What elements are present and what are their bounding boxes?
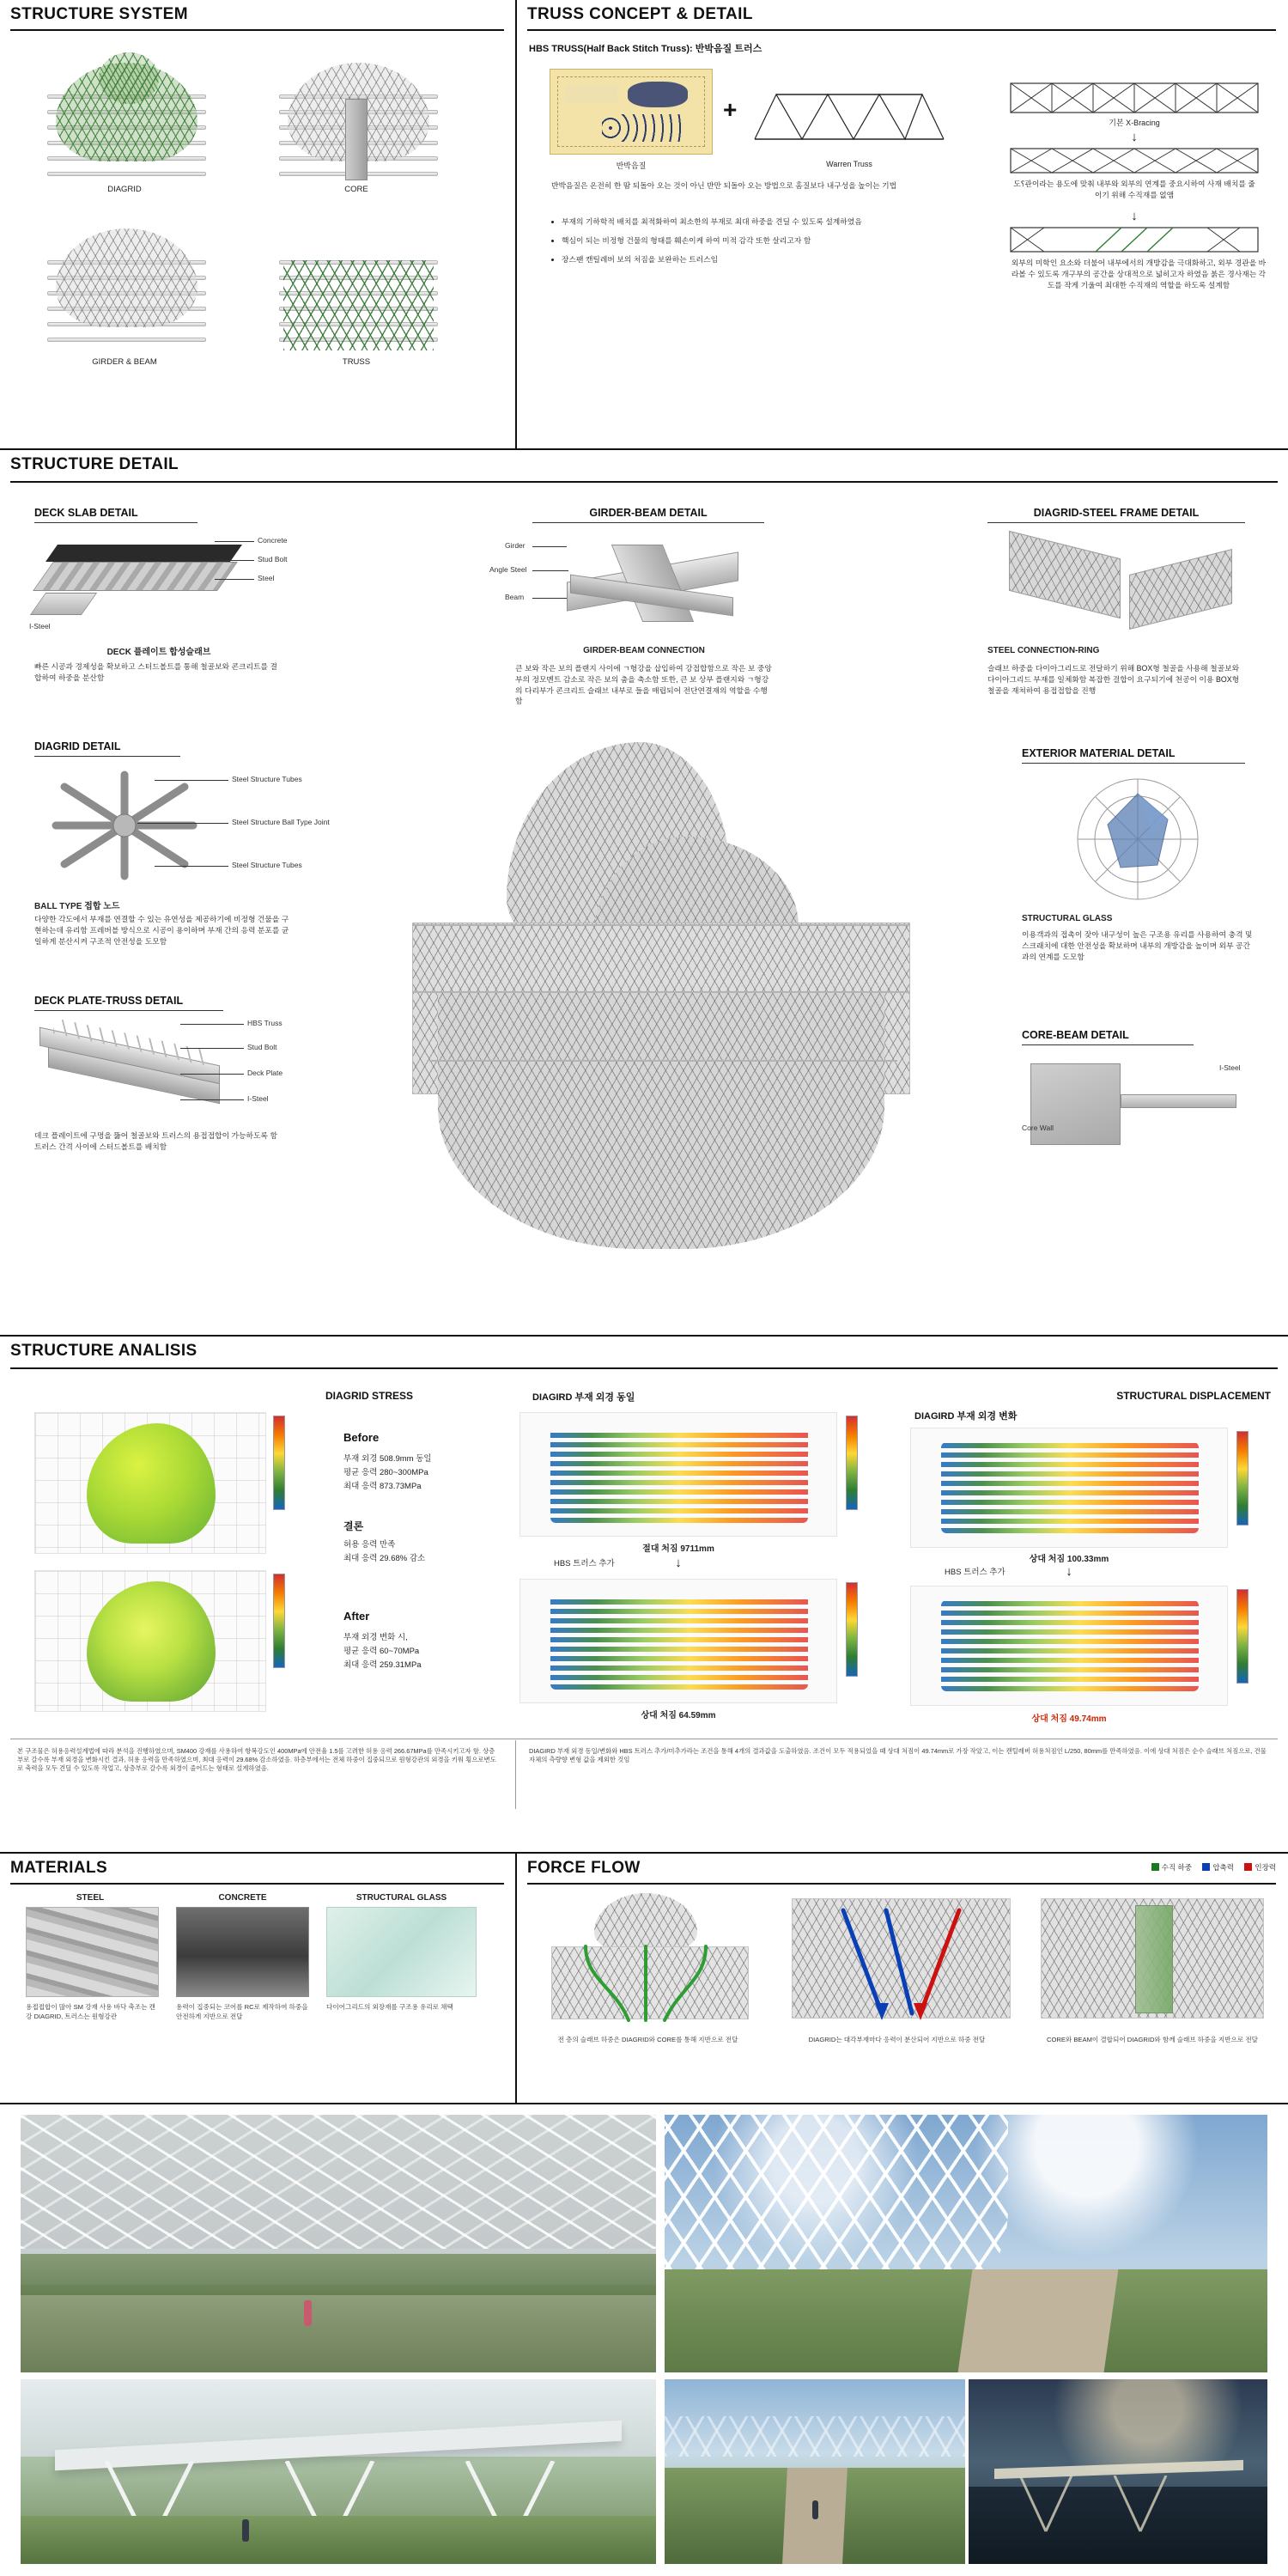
- model-girder-beam-label: GIRDER & BEAM: [92, 357, 157, 367]
- result-heading: 결론: [343, 1520, 364, 1532]
- model-core-label: CORE: [344, 185, 368, 194]
- diagrid-stress-title: DIAGRID STRESS: [325, 1390, 413, 1402]
- legend-tension: [1244, 1863, 1276, 1872]
- deck-slab-caption: DECK 플레이트 합성슬래브: [106, 648, 211, 657]
- materials-title: MATERIALS: [10, 1859, 108, 1877]
- structural-glass-caption: STRUCTURAL GLASS: [1022, 914, 1113, 923]
- displacement-model-right-top: [910, 1428, 1228, 1548]
- diagrid-label-ball-joint: Steel Structure Ball Type Joint: [232, 818, 330, 826]
- deck-slab-title: DECK SLAB DETAIL: [34, 507, 138, 519]
- material-concrete-image: [176, 1907, 309, 1997]
- truss-desc: 반박음질은 온전히 한 땀 되돌아 오는 것이 아닌 반만 되돌아 오는 방법으로 홈질보다 내구성을 높이는 기법: [551, 181, 897, 190]
- legend-swatch-green: [1151, 1863, 1159, 1871]
- diagrid-steel-title: DIAGRID-STEEL FRAME DETAIL: [1033, 507, 1200, 519]
- displacement-model-mid-top: [519, 1412, 837, 1537]
- material-concrete-desc: 용력이 집중되는 코어를 RC로 제작하여 하중을 안전하게 지반으로 전달: [176, 2003, 308, 2020]
- plus-sign: +: [723, 96, 738, 123]
- truss-bullet: • 부재의 기하학적 배치를 최적화하여 최소한의 부재로 최대 하중을 견딜 수 있도록 설계하였음: [562, 216, 953, 228]
- warren-truss-label: Warren Truss: [826, 160, 872, 168]
- model-girder-beam: [17, 213, 232, 372]
- core-beam-drawing: [1030, 1055, 1245, 1149]
- before-line: 평균 응력 280~300MPa: [343, 1468, 428, 1477]
- legend-swatch-blue: [1202, 1863, 1210, 1871]
- deck-truss-desc: 데크 플레이트에 구멍을 뚫어 철골보와 트러스의 용접접합이 가능하도록 함 트러스 간격 사이에 스터드볼트를 배치함: [34, 1131, 277, 1151]
- warren-truss-diagram: [750, 79, 948, 148]
- structure-detail-title: STRUCTURE DETAIL: [10, 455, 179, 473]
- before-line: 부재 외경 508.9mm 동일: [343, 1454, 432, 1464]
- deck-slab-label-steel: Steel: [258, 574, 275, 582]
- aerial-dome-render: [665, 2115, 1267, 2372]
- girder-beam-drawing: [550, 533, 756, 636]
- structure-analysis-panel: [0, 1337, 1288, 1852]
- truss-concept-panel: [517, 0, 1288, 448]
- displacement-model-mid-bottom: [519, 1579, 837, 1703]
- truss-bullet: • 장스팬 캔틸레버 보의 처짐을 보완하는 트러스임: [562, 254, 953, 265]
- deck-slab-label-concrete: Concrete: [258, 536, 288, 545]
- structure-analysis-title: STRUCTURE ANALISIS: [10, 1342, 197, 1360]
- diagrid-node-desc: 다양한 각도에서 부재를 연결할 수 있는 유연성을 제공하기에 비정형 건물을 구현하는데 유리함 프레버블 방식으로 시공이 용이하며 부재 간의 응력 분포를 균일하게 분산시켜 구조적 안전성을 도모함: [34, 915, 289, 946]
- right-arrow: ↓: [1066, 1564, 1072, 1579]
- force-flow-diagram-3: [1032, 1893, 1273, 2031]
- stress-legend-after: [273, 1574, 285, 1668]
- legend-label: 수직 하중: [1161, 1863, 1192, 1872]
- underside-truss-render: [21, 2379, 656, 2564]
- x-bracing-diagram: [1010, 82, 1259, 113]
- force-flow-desc-1: 전 층의 슬래브 하중은 DIAGRID와 CORE를 통해 지반으로 전달: [557, 2036, 738, 2043]
- model-truss: [249, 213, 464, 372]
- model-diagrid: [17, 47, 232, 198]
- deck-truss-label-hbs: HBS Truss: [247, 1019, 283, 1027]
- force-flow-panel: [517, 1854, 1288, 2103]
- deck-truss-drawing: [39, 1020, 237, 1115]
- force-flow-desc-2: DIAGRID는 대각부재마다 응력이 분산되어 지반으로 하중 전달: [808, 2036, 986, 2043]
- force-flow-legend: [1151, 1862, 1276, 1873]
- after-line: 최대 응력 259.31MPa: [343, 1660, 422, 1670]
- right-top-caption: 상대 처짐 100.33mm: [1029, 1555, 1109, 1564]
- girder-label: Girder: [505, 541, 526, 550]
- material-steel-label: STEEL: [76, 1893, 105, 1903]
- force-flow-diagram-2: [783, 1893, 1019, 2031]
- displacement-legend-right-top: [1236, 1431, 1249, 1526]
- truss-subtitle: HBS TRUSS(Half Back Stitch Truss): 반박음질 트러스: [529, 44, 762, 54]
- analysis-note-left: 본 구조물은 허용응력설계법에 따라 분석을 진행하였으며, SM400 강재를 사용하여 항복강도인 400MPa에 안전율 1.5를 고려한 허용 응력 266.67MPa를 만족시키고자 함. 상층부로 갈수록 부재 외경을 변화시킨 결과, 허용 응력을 만족하였으며, 최대 응력이 29.68% 감소하였음. 하층부에서는 전체 하중이 집중되므로 원형강관의 외경을 키워 횡으로변도로 축력을 모두 견딜 수 있도록 작업고, 상층부로 갈수록 외경이 줄어드는 형태로 설계하였음.: [17, 1747, 496, 1772]
- material-glass-image: [326, 1907, 477, 1997]
- stitch-label: 반박음질: [616, 161, 647, 170]
- girder-beam-desc: 큰 보와 작은 보의 플랜지 사이에 ㄱ형강을 삽입하여 강접합함으로 작은 보 중앙부의 정모멘트 감소로 작은 보의 춤을 축소함 또한, 큰 보 상부 플랜지와 ㄱ형강의 다리부가 콘크리트 슬래브 내부로 들을 매립되어 전단연결재의 역할을 수행함: [515, 664, 772, 706]
- force-flow-title: FORCE FLOW: [527, 1859, 641, 1877]
- mid-arrow-label: HBS 트러스 추가: [554, 1559, 615, 1568]
- stress-legend-before: [273, 1416, 285, 1510]
- materials-panel: [0, 1854, 515, 2103]
- deck-slab-label-stud: Stud Bolt: [258, 555, 288, 563]
- deck-slab-desc: 빠른 시공과 경제성을 확보하고 스터드볼트를 통해 철골보와 콘크리트를 결합하여 하중을 분산함: [34, 662, 277, 682]
- stress-model-before: [34, 1412, 266, 1554]
- deck-truss-title: DECK PLATE-TRUSS DETAIL: [34, 995, 184, 1007]
- deck-truss-label-isteel: I-Steel: [247, 1094, 269, 1103]
- truss-concept-title: TRUSS CONCEPT & DETAIL: [527, 5, 753, 23]
- after-line: 평균 응력 60~70MPa: [343, 1647, 420, 1656]
- diagrid-steel-drawing: [1000, 533, 1241, 636]
- material-glass-desc: 다이어그리드의 외장재를 구조용 유리로 채택: [326, 2003, 453, 2011]
- structural-displacement-title: STRUCTURAL DISPLACEMENT: [1116, 1390, 1271, 1402]
- force-flow-diagram-1: [534, 1893, 770, 2031]
- legend-label: 압축력: [1212, 1863, 1234, 1872]
- structure-detail-panel: [0, 450, 1288, 1335]
- model-core: [249, 47, 464, 198]
- displacement-model-right-bottom: [910, 1586, 1228, 1706]
- material-concrete-label: CONCRETE: [218, 1893, 267, 1903]
- mid-arrow: ↓: [675, 1556, 682, 1570]
- displacement-legend-mid-top: [846, 1416, 858, 1510]
- hbs-truss-final-diagram: [1010, 227, 1259, 253]
- girder-beam-title: GIRDER-BEAM DETAIL: [589, 507, 708, 519]
- stress-model-after: [34, 1570, 266, 1712]
- model-truss-label: TRUSS: [342, 357, 371, 367]
- angle-steel-label: Angle Steel: [489, 565, 527, 574]
- before-line: 최대 응력 873.73MPa: [343, 1482, 422, 1491]
- flow-arrow-1: ↓: [1131, 130, 1138, 144]
- diagrid-steel-caption: STEEL CONNECTION-RING: [987, 646, 1100, 655]
- interior-canopy-render: [21, 2115, 656, 2372]
- after-line: 부재 외경 변화 시,: [343, 1633, 408, 1642]
- diagrid-node-caption: BALL TYPE 접합 노드: [34, 902, 120, 911]
- truss-bullet: • 핵심이 되는 비정형 건물의 형태를 훼손이케 하여 미적 감각 또한 살리고자 함: [562, 235, 953, 247]
- force-flow-desc-3: CORE와 BEAM이 결합되어 DIAGRID와 함께 슬래브 하중을 지반으로 전달: [1046, 2036, 1259, 2043]
- material-steel-image: [26, 1907, 159, 1997]
- structure-system-panel: [0, 0, 515, 448]
- beam-label: Beam: [505, 593, 525, 601]
- legend-label: 인장력: [1255, 1863, 1276, 1872]
- mid-top-caption: 절대 처짐 9711mm: [642, 1544, 714, 1554]
- diagrid-detail-title: DIAGRID DETAIL: [34, 740, 121, 752]
- legend-compression: [1202, 1863, 1236, 1872]
- diagrid-varying-title: DIAGIRD 부재 외경 변화: [914, 1411, 1018, 1422]
- flow-arrow-2: ↓: [1131, 209, 1138, 223]
- x-bracing-no-vertical-diagram: [1010, 148, 1259, 174]
- structural-glass-desc: 이용객과의 접촉이 잦아 내구성이 높은 구조용 유리를 사용하여 충격 및 스크래치에 대한 안전성을 확보하며 내부의 개방감을 높이며 외부 공간과의 연계를 도모함: [1022, 930, 1253, 961]
- displacement-legend-mid-bottom: [846, 1582, 858, 1677]
- result-line: 허용 응력 만족: [343, 1540, 396, 1550]
- legend-vertical-load: [1151, 1863, 1194, 1872]
- deck-truss-label-stud: Stud Bolt: [247, 1043, 277, 1051]
- right-bottom-caption: 상대 처짐 49.74mm: [1031, 1714, 1107, 1724]
- flow-step-2-label: 도؟관이라는 용도에 맞춰 내부와 외부의 연계를 중요시하여 사재 배치를 줄이기 위해 수직재를 없앰: [1013, 180, 1255, 199]
- pathway-walk-render: [665, 2379, 965, 2564]
- analysis-note-right: DIAGIRD 부재 외경 동일/변화와 HBS 트러스 추가/미추가라는 조건을 통해 4개의 결과값을 도출하였음. 조건이 모두 적용되었을 때 상대 처짐이 49.74mm로 가장 작았고, 이는 캔틸레버 허용처짐인 L/250, 80mm를 만족하였음. 이에 상대 처짐은 순수 슬래브 처짐으로, 건물 자체의 측량향 변형 값을 제외한 것임: [529, 1747, 1267, 1763]
- displacement-legend-right-bottom: [1236, 1589, 1249, 1684]
- deck-slab-drawing: [43, 536, 249, 630]
- core-beam-label-isteel: I-Steel: [1219, 1063, 1241, 1072]
- exterior-material-title: EXTERIOR MATERIAL DETAIL: [1022, 747, 1176, 759]
- night-bridge-render: [969, 2379, 1267, 2564]
- deck-slab-label-isteel: I-Steel: [29, 622, 51, 630]
- material-steel-desc: 용접접합이 많아 SM 강재 사용 바닥 축조는 캔강 DIAGRID, 트러스는 원형강관: [26, 2003, 155, 2020]
- diagrid-label-tubes-top: Steel Structure Tubes: [232, 775, 302, 783]
- diagrid-label-tubes-bottom: Steel Structure Tubes: [232, 861, 302, 869]
- model-diagrid-label: DIAGRID: [107, 185, 142, 194]
- diagrid-steel-desc: 슬래브 하중을 다이아그리드로 전달하기 위해 BOX형 철골을 사용해 철골보와 다이아그리드 부재를 일체화함 복잡한 걸합이 요구되기에 천공이 이용 BOX형 철골을 재쳐하여 용접접합을 진행: [987, 664, 1240, 695]
- flow-step-3-label: 외부의 미학인 요소와 더불어 내부에서의 개방감을 극대화하고, 외부 경관을 바라볼 수 있도록 개구부의 공간을 상대적으로 넓히고자 하였음 붉은 경사재는 각도를 작게 기울여 최대한 수직재의 역할을 하도록 설계함: [1011, 259, 1267, 289]
- right-arrow-label: HBS 트러스 추가: [945, 1568, 1005, 1577]
- result-line: 최대 응력 29.68% 감소: [343, 1554, 426, 1563]
- core-beam-title: CORE-BEAM DETAIL: [1022, 1029, 1129, 1041]
- after-heading: After: [343, 1610, 370, 1623]
- structural-glass-drawing: [1039, 775, 1236, 904]
- before-heading: Before: [343, 1431, 380, 1444]
- flow-step-1-label: 기본 X-Bracing: [1109, 119, 1160, 127]
- girder-beam-caption: GIRDER-BEAM CONNECTION: [583, 646, 705, 655]
- central-structure-render: [309, 734, 1048, 1309]
- stitch-diagram: [550, 69, 713, 155]
- core-beam-label-corewall: Core Wall: [1022, 1124, 1054, 1132]
- diagrid-uniform-text: DIAGIRD 부재 외경 동일: [532, 1392, 635, 1403]
- material-glass-label: STRUCTURAL GLASS: [355, 1893, 447, 1903]
- deck-truss-label-plate: Deck Plate: [247, 1069, 283, 1077]
- diagrid-uniform-title: [532, 1390, 635, 1404]
- mid-bottom-caption: 상대 처짐 64.59mm: [641, 1711, 716, 1720]
- structure-system-title: STRUCTURE SYSTEM: [10, 5, 188, 23]
- legend-swatch-red: [1244, 1863, 1252, 1871]
- divider-before-photos: [0, 2103, 1288, 2104]
